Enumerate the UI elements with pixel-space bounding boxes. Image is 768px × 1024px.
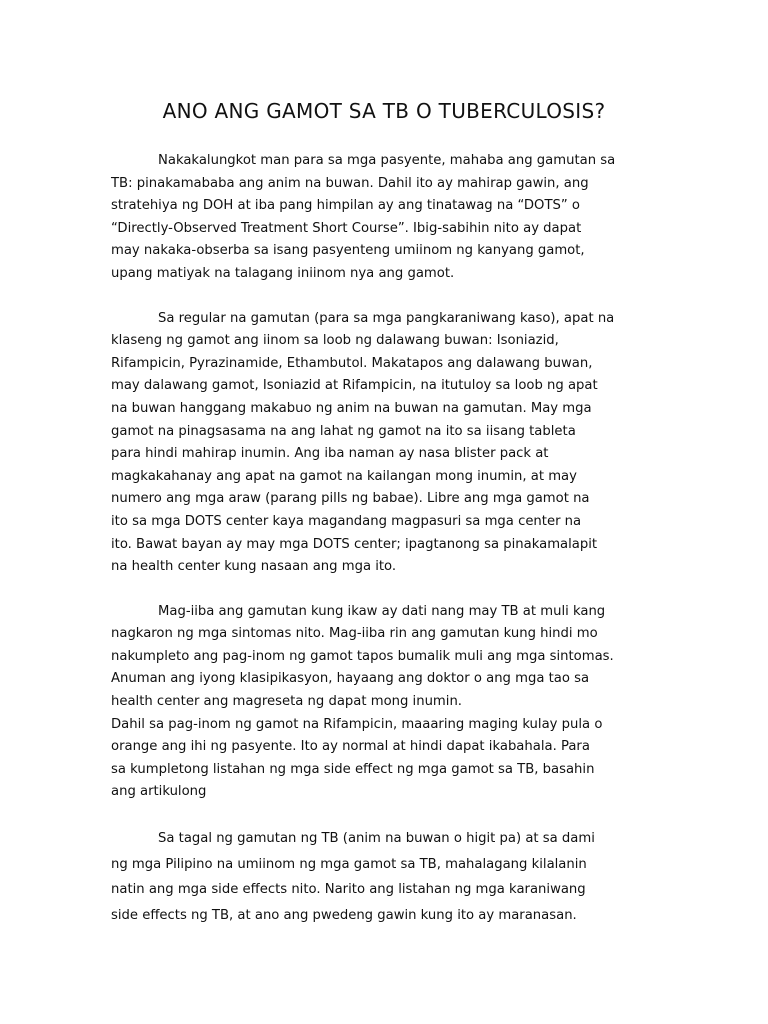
paragraph-line: gamot na pinagsasama na ang lahat ng gamot na ito sa iisang tableta (111, 423, 576, 439)
paragraph-line: “Directly-Observed Treatment Short Course”. Ibig-sabihin nito ay dapat (111, 220, 582, 236)
paragraph-dots-intro (111, 150, 657, 286)
paragraph-line: TB: pinakamababa ang anim na buwan. Dahil ito ay mahirap gawin, ang (111, 175, 589, 191)
paragraph-side-effects (111, 826, 657, 928)
paragraph-regular-treatment (111, 308, 657, 579)
paragraph-line: may nakaka-obserba sa isang pasyenteng umiinom ng kanyang gamot, (111, 243, 585, 259)
document-page (111, 98, 657, 928)
paragraph-line: Nakakalungkot man para sa mga pasyente, mahaba ang gamutan sa (158, 153, 616, 168)
paragraph-line: ito. Bawat bayan ay may mga DOTS center; ipagtanong sa pinakamalapit (111, 536, 598, 552)
paragraph-line: stratehiya ng DOH at iba pang himpilan ay ang tinatawag na “DOTS” o (111, 198, 580, 214)
paragraph-line: na buwan hanggang makabuo ng anim na buwan na gamutan. May mga (111, 400, 592, 416)
paragraph-line: sa kumpletong listahan ng mga side effect ng mga gamot sa TB, basahin (111, 761, 595, 777)
paragraph-line: numero ang mga araw (parang pills ng babae). Libre ang mga gamot na (111, 491, 590, 507)
paragraph-line: Dahil sa pag-inom ng gamot na Rifampicin, maaaring maging kulay pula o (111, 716, 603, 732)
paragraph-line: magkakahanay ang apat na gamot na kailangan mong inumin, at may (111, 468, 577, 484)
paragraph-line: ito sa mga DOTS center kaya magandang magpasuri sa mga center na (111, 513, 582, 529)
document-title: ANO ANG GAMOT SA TB O TUBERCULOSIS? (162, 99, 606, 123)
paragraph-rifampicin-note (111, 714, 657, 804)
paragraph-line: klaseng ng gamot ang iinom sa loob ng dalawang buwan: Isoniazid, (111, 333, 559, 349)
paragraph-line: side effects ng TB, at ano ang pwedeng gawin kung ito ay maranasan. (111, 907, 577, 923)
paragraph-line: ang artikulong (111, 784, 207, 800)
paragraph-line: para hindi mahirap inumin. Ang iba naman ay nasa blister pack at (111, 446, 549, 462)
paragraph-line: Rifampicin, Pyrazinamide, Ethambutol. Makatapos ang dalawang buwan, (111, 355, 593, 371)
paragraph-line: Sa regular na gamutan (para sa mga pangkaraniwang kaso), apat na (158, 310, 615, 326)
paragraph-line: upang matiyak na talagang iniinom nya ang gamot. (111, 265, 455, 281)
paragraph-line: orange ang ihi ng pasyente. Ito ay normal at hindi dapat ikabahala. Para (111, 739, 590, 755)
paragraph-line: ng mga Pilipino na umiinom ng mga gamot sa TB, mahalagang kilalanin (111, 856, 587, 872)
paragraph-retreatment (111, 601, 657, 714)
paragraph-line: Sa tagal ng gamutan ng TB (anim na buwan o higit pa) at sa dami (158, 831, 595, 847)
paragraph-line: nagkaron ng mga sintomas nito. Mag-iiba rin ang gamutan kung hindi mo (111, 626, 598, 642)
paragraph-line: Mag-iiba ang gamutan kung ikaw ay dati nang may TB at muli kang (158, 603, 606, 619)
paragraph-line: health center ang magreseta ng dapat mong inumin. (111, 694, 462, 710)
paragraph-line: natin ang mga side effects nito. Narito ang listahan ng mga karaniwang (111, 882, 586, 898)
paragraph-line: nakumpleto ang pag-inom ng gamot tapos bumalik muli ang mga sintomas. (111, 648, 614, 664)
paragraph-line: may dalawang gamot, Isoniazid at Rifampicin, na itutuloy sa loob ng apat (111, 378, 598, 394)
paragraph-line: na health center kung nasaan ang mga ito. (111, 559, 397, 575)
paragraph-line: Anuman ang iyong klasipikasyon, hayaang ang doktor o ang mga tao sa (111, 671, 590, 687)
